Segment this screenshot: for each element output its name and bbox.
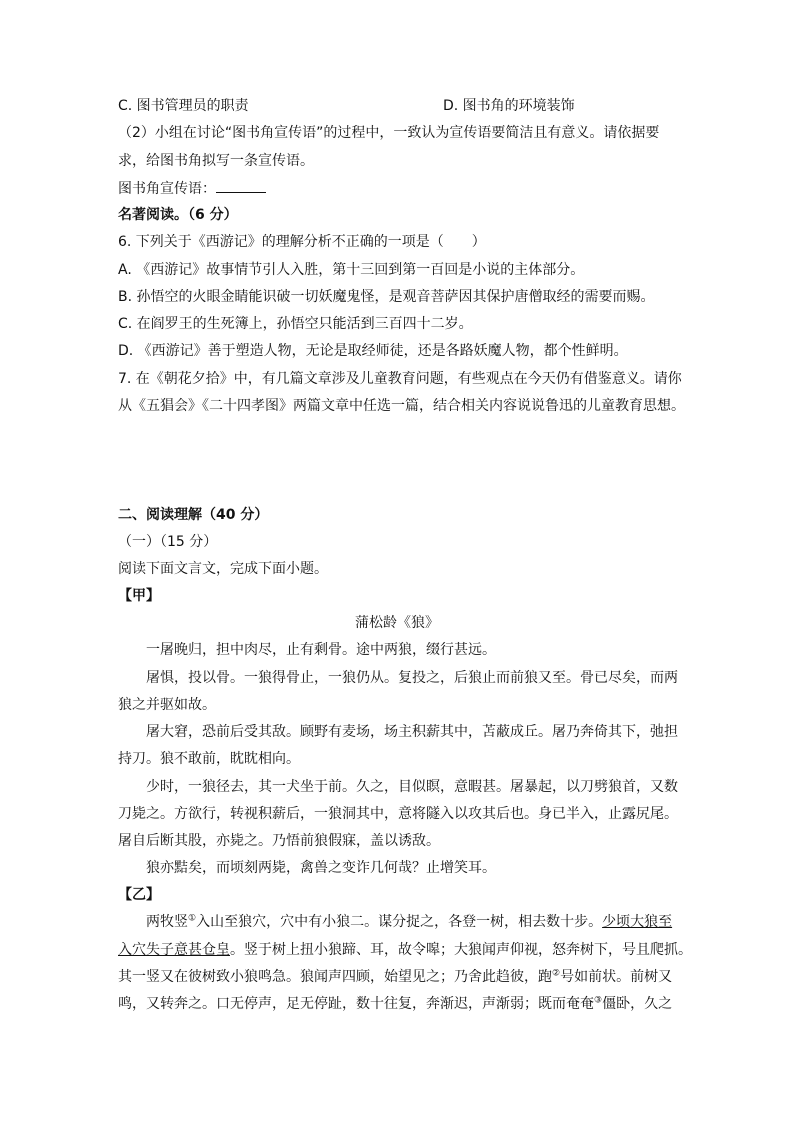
text-yi-label: 【乙】 [118,887,160,903]
question-part-2-line-2: 求，给图书角拟写一条宣传语。 [118,153,314,169]
question-7-line-2: 从《五猖会》《二十四孝图》两篇文章中任选一篇，结合相关内容说说鲁迅的儿童教育思想。 [118,398,685,414]
underlined-sentence-part-2: 入穴失子意甚仓皇 [118,942,230,958]
question-6-option-d: D. 《西游记》善于塑造人物，无论是取经师徒，还是各路妖魔人物，都个性鲜明。 [118,343,628,359]
paragraph-4-line-2: 刀毙之。方欲行，转视积薪后，一狼洞其中，意将隧入以攻其后也。身已半入，止露尻尾。 [118,806,678,822]
footnote-1-marker: ① [188,913,197,924]
yi-line-4 [118,994,672,1014]
underlined-sentence-part-1: 少顷大狼至 [602,914,673,930]
section-heading: 二、阅读理解（40 分） [118,507,269,523]
yi-line-1-start: 两牧竖 [146,914,188,930]
paragraph-2-line-1: 屠惧，投以骨。一狼得骨止，一狼仍从。复投之，后狼止而前狼又至。骨已尽矣，而两 [146,670,678,686]
question-6-stem: 6. 下列关于《西游记》的理解分析不正确的一项是（ ） [118,234,486,250]
subsection-heading: （一）（15 分） [118,534,218,550]
option-c: C. 图书管理员的职责 [118,98,249,114]
classics-heading: 名著阅读。（6 分） [118,207,238,223]
paragraph-1: 一屠晚归，担中肉尽，止有剩骨。途中两狼，缀行甚远。 [146,642,496,658]
yi-line-3 [118,967,672,987]
yi-line-2-rest: 。竖于树上扭小狼蹄、耳，故令嗥；大狼闻声仰视，怒奔树下，号且爬抓。 [230,942,692,958]
question-7-line-1: 7. 在《朝花夕拾》中，有几篇文章涉及儿童教育问题，有些观点在今天仍有借鉴意义。请你 [118,371,682,387]
paragraph-3-line-1: 屠大窘，恐前后受其敌。顾野有麦场，场主积薪其中，苫蔽成丘。屠乃奔倚其下，弛担 [146,724,678,740]
yi-line-3-end: 号如前状。前树又 [560,969,673,985]
footnote-3-marker: ③ [594,995,603,1006]
slogan-label: 图书角宣传语： [118,181,216,197]
paragraph-4-line-1: 少时，一狼径去，其一犬坐于前。久之，目似瞑，意暇甚。屠暴起，以刀劈狼首，又数 [146,779,678,795]
yi-line-1 [146,912,672,932]
slogan-prompt [118,178,266,199]
paragraph-2-line-2: 狼之并驱如故。 [118,697,216,713]
yi-line-1-middle: 入山至狼穴，穴中有小狼二。谋分捉之，各登一树，相去数十步。 [196,914,603,930]
passage-title: 蒲松龄《狼》 [355,615,439,631]
answer-blank[interactable] [216,178,266,193]
yi-line-3-start: 其一竖又在彼树致小狼鸣急。狼闻声四顾，始望见之；乃舍此趋彼，跑 [118,969,552,985]
reading-instruction: 阅读下面文言文，完成下面小题。 [118,561,328,577]
yi-line-4-start: 鸣，又转奔之。口无停声，足无停趾，数十往复，奔渐迟，声渐弱；既而奄奄 [118,996,594,1012]
footnote-2-marker: ② [552,968,561,979]
paragraph-3-line-2: 持刀。狼不敢前，眈眈相向。 [118,751,300,767]
question-part-2-line-1: （2）小组在讨论“图书角宣传语”的过程中，一致认为宣传语要简洁且有意义。请依据要 [118,125,660,141]
option-d: D. 图书角的环境装饰 [443,98,575,114]
question-6-option-a: A. 《西游记》故事情节引人入胜，第十三回到第一百回是小说的主体部分。 [118,262,585,278]
paragraph-4-line-3: 屠自后断其股，亦毙之。乃悟前狼假寐，盖以诱敌。 [118,833,440,849]
paragraph-5: 狼亦黠矣，而顷刻两毙，禽兽之变诈几何哉？止增笑耳。 [146,860,496,876]
question-6-option-c: C. 在阎罗王的生死簿上，孙悟空只能活到三百四十二岁。 [118,316,473,332]
text-jia-label: 【甲】 [118,588,160,604]
yi-line-4-end: 僵卧，久之 [602,996,673,1012]
question-6-option-b: B. 孙悟空的火眼金睛能识破一切妖魔鬼怪，是观音菩萨因其保护唐僧取经的需要而赐。 [118,289,655,305]
yi-line-2 [118,940,692,960]
